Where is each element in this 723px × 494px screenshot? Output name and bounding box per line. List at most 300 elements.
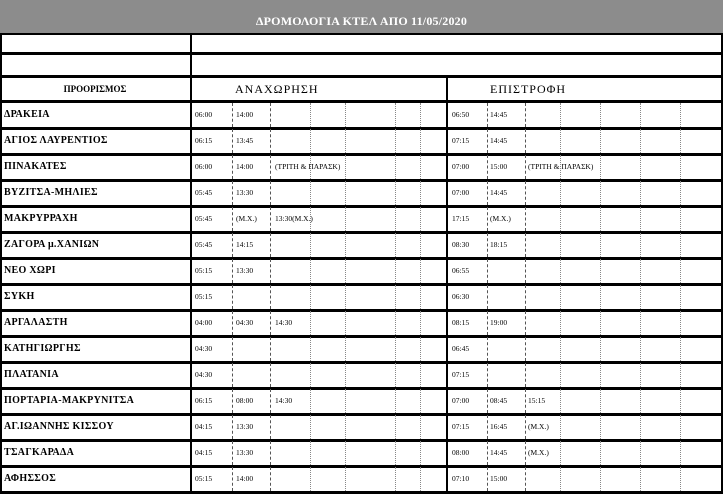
cell-divider [270,155,271,179]
cell-divider [487,311,488,335]
cell-divider [232,181,233,205]
return-time: 08:45 [490,396,508,405]
cell-divider [600,207,601,231]
table-row [0,389,723,416]
destination-name: ΔΡΑΚΕΙΑ [4,109,50,120]
cell-divider [420,441,421,465]
cell-divider [560,129,561,153]
cell-divider [270,103,271,127]
destination-name: ΑΡΓΑΛΑΣΤΗ [4,317,68,328]
table-row [0,233,723,260]
departure-time: 14:00 [236,474,254,483]
cell-divider [560,181,561,205]
destination-header: ΠΡΟΟΡΙΣΜΟΣ [63,84,127,94]
departure-time: 05:15 [195,474,213,483]
cell-divider [560,337,561,361]
cell-divider [232,363,233,387]
return-time: 07:15 [452,370,470,379]
cell-divider [525,181,526,205]
return-time: 06:45 [452,344,470,353]
departure-time: 14:30 [275,396,293,405]
cell-divider [487,103,488,127]
cell-divider [420,467,421,491]
cell-divider [560,103,561,127]
cell-divider [395,233,396,257]
return-time: 07:00 [452,396,470,405]
cell-divider [640,155,641,179]
cell-divider [310,103,311,127]
cell-divider [420,389,421,413]
cell-divider [560,285,561,309]
cell-divider [310,285,311,309]
return-time: (Μ.Χ.) [528,448,549,457]
cell-divider [640,285,641,309]
return-time: (Μ.Χ.) [528,422,549,431]
cell-divider [232,337,233,361]
cell-divider [640,467,641,491]
return-time: 14:45 [490,110,508,119]
cell-divider [446,337,448,361]
departure-time: 14:00 [236,162,254,171]
cell-divider [270,181,271,205]
cell-divider [420,129,421,153]
cell-divider [420,415,421,439]
departure-time: 13:30 [236,188,254,197]
departure-time: (Μ.Χ.) [236,214,257,223]
departure-time: 06:15 [195,136,213,145]
cell-divider [525,233,526,257]
return-time: 08:30 [452,240,470,249]
cell-divider [680,259,681,283]
cell-divider [345,363,346,387]
cell-divider [525,259,526,283]
cell-divider [395,207,396,231]
destination-name: ΚΑΤΗΓΙΩΡΓΗΣ [4,343,81,354]
cell-divider [560,389,561,413]
cell-divider [560,441,561,465]
cell-divider [680,285,681,309]
cell-divider [487,415,488,439]
cell-divider [525,207,526,231]
cell-divider [232,285,233,309]
cell-divider [640,259,641,283]
return-time: 06:55 [452,266,470,275]
cell-divider [525,337,526,361]
cell-divider [640,181,641,205]
cell-divider [270,389,271,413]
departure-time: 13:30 [236,448,254,457]
cell-divider [310,129,311,153]
cell-divider [395,155,396,179]
table-row [0,129,723,156]
cell-divider [446,363,448,387]
cell-divider [600,103,601,127]
return-time: 15:00 [490,162,508,171]
cell-divider [232,259,233,283]
return-time: 18:15 [490,240,508,249]
cell-divider [446,259,448,283]
cell-divider [395,259,396,283]
cell-divider [270,467,271,491]
cell-divider [190,207,192,231]
return-time: 07:10 [452,474,470,483]
return-time: 17:15 [452,214,470,223]
cell-divider [640,311,641,335]
destination-name: ΤΣΑΓΚΑΡΑΔΑ [4,447,75,458]
cell-divider [600,467,601,491]
destination-name: ΒΥΖΙΤΣΑ-ΜΗΛΙΕΣ [4,187,98,198]
cell-divider [487,207,488,231]
cell-divider [640,103,641,127]
cell-divider [270,207,271,231]
cell-divider [680,311,681,335]
return-header: ΕΠΙΣΤΡΟΦΗ [490,82,567,96]
cell-divider [560,363,561,387]
return-time: 19:00 [490,318,508,327]
return-time: 06:50 [452,110,470,119]
cell-divider [680,129,681,153]
cell-divider [395,389,396,413]
cell-divider [395,415,396,439]
cell-divider [190,155,192,179]
return-time: (Μ.Χ.) [490,214,511,223]
cell-divider [600,441,601,465]
cell-divider [560,207,561,231]
cell-divider [395,311,396,335]
return-time: 08:00 [452,448,470,457]
cell-divider [232,129,233,153]
page-title: ΔΡΟΜΟΛΟΓΙΑ ΚΤΕΛ ΑΠΟ 11/05/2020 [255,14,468,28]
departure-time: 04:00 [195,318,213,327]
return-time: (ΤΡΙΤΗ & ΠΑΡΑΣΚ) [528,162,594,171]
cell-divider [270,441,271,465]
cell-divider [190,389,192,413]
return-time: 14:45 [490,136,508,145]
cell-divider [420,259,421,283]
cell-divider [680,155,681,179]
cell-divider [420,155,421,179]
cell-divider [446,207,448,231]
departure-time: (ΤΡΙΤΗ & ΠΑΡΑΣΚ) [275,162,341,171]
cell-divider [680,363,681,387]
cell-divider [560,467,561,491]
cell-divider [310,389,311,413]
return-time: 07:00 [452,162,470,171]
cell-divider [446,441,448,465]
table-row [0,207,723,234]
cell-divider [487,389,488,413]
cell-divider [420,337,421,361]
header-row [0,78,723,103]
table-row [0,155,723,182]
destination-name: ΣΥΚΗ [4,291,35,302]
cell-divider [345,181,346,205]
table-row [0,415,723,442]
cell-divider [525,389,526,413]
cell-divider [420,181,421,205]
cell-divider [487,181,488,205]
cell-divider [395,181,396,205]
departure-time: 05:45 [195,214,213,223]
return-time: 16:45 [490,422,508,431]
departure-time: 14:15 [236,240,254,249]
cell-divider [446,467,448,491]
empty-band-second [0,55,723,78]
cell-divider [600,181,601,205]
departure-time: 05:15 [195,292,213,301]
cell-divider [525,467,526,491]
return-time: 06:30 [452,292,470,301]
cell-divider [232,415,233,439]
cell-divider [680,103,681,127]
cell-divider [487,467,488,491]
departure-time: 04:30 [195,370,213,379]
cell-divider [270,337,271,361]
cell-divider [420,363,421,387]
cell-divider [640,337,641,361]
cell-divider [680,415,681,439]
cell-divider [345,467,346,491]
cell-divider [270,259,271,283]
cell-divider [395,363,396,387]
departure-time: 04:15 [195,422,213,431]
cell-divider [190,441,192,465]
cell-divider [525,155,526,179]
cell-divider [270,233,271,257]
cell-divider [560,233,561,257]
cell-divider [310,467,311,491]
return-time: 07:00 [452,188,470,197]
cell-divider [525,363,526,387]
destination-name: ΠΙΝΑΚΑΤΕΣ [4,161,67,172]
table-row [0,181,723,208]
cell-divider [232,467,233,491]
cell-divider [310,441,311,465]
cell-divider [560,259,561,283]
cell-divider [487,337,488,361]
cell-divider [270,285,271,309]
cell-divider [680,207,681,231]
cell-divider [680,337,681,361]
cell-divider [640,415,641,439]
cell-divider [560,415,561,439]
return-time: 07:15 [452,136,470,145]
cell-divider [310,415,311,439]
cell-divider [345,415,346,439]
cell-divider [680,389,681,413]
cell-divider [525,415,526,439]
cell-divider [345,129,346,153]
departure-time: 04:15 [195,448,213,457]
cell-divider [345,259,346,283]
cell-divider [640,441,641,465]
cell-divider [232,103,233,127]
cell-divider [640,207,641,231]
cell-divider [190,129,192,153]
cell-divider [680,181,681,205]
cell-divider [600,285,601,309]
cell-divider [190,285,192,309]
cell-divider [232,311,233,335]
cell-divider [446,415,448,439]
cell-divider [446,389,448,413]
cell-divider [446,103,448,127]
cell-divider [600,415,601,439]
departure-time: 05:45 [195,188,213,197]
cell-divider [345,233,346,257]
departure-time: 04:30 [236,318,254,327]
destination-name: ΜΑΚΡΥΡΡΑΧΗ [4,213,78,224]
table-row [0,363,723,390]
table-row [0,311,723,338]
cell-divider [190,233,192,257]
cell-divider [600,389,601,413]
return-time: 14:45 [490,188,508,197]
cell-divider [345,337,346,361]
cell-divider [310,363,311,387]
cell-divider [395,467,396,491]
cell-divider [446,155,448,179]
table-row [0,103,723,130]
cell-divider [640,233,641,257]
table-row [0,259,723,286]
return-time: 15:00 [490,474,508,483]
cell-divider [345,207,346,231]
destination-name: ΑΓΙΟΣ ΛΑΥΡΕΝΤΙΟΣ [4,135,108,146]
cell-divider [270,363,271,387]
cell-divider [680,441,681,465]
cell-divider [487,259,488,283]
cell-divider [446,233,448,257]
cell-divider [345,155,346,179]
cell-divider [270,129,271,153]
cell-divider [420,285,421,309]
cell-divider [446,285,448,309]
cell-divider [560,311,561,335]
cell-divider [270,415,271,439]
cell-divider [190,363,192,387]
departure-time: 14:00 [236,110,254,119]
departure-time: 14:30 [275,318,293,327]
destination-name: ΠΛΑΤΑΝΙΑ [4,369,59,380]
table-row [0,467,723,494]
divider [190,55,192,75]
cell-divider [345,285,346,309]
cell-divider [487,129,488,153]
cell-divider [190,103,192,127]
table-row [0,285,723,312]
cell-divider [420,311,421,335]
cell-divider [420,233,421,257]
departure-time: 04:30 [195,344,213,353]
table-row [0,337,723,364]
destination-name: ΑΓ.ΙΩΑΝΝΗΣ ΚΙΣΣΟΥ [4,421,114,432]
cell-divider [395,441,396,465]
cell-divider [487,233,488,257]
divider [190,34,192,52]
table-row [0,441,723,468]
return-time: 14:45 [490,448,508,457]
cell-divider [420,103,421,127]
cell-divider [487,441,488,465]
title-bar [0,0,723,35]
departure-header: ΑΝΑΧΩΡΗΣΗ [235,82,319,96]
cell-divider [190,259,192,283]
departure-time: 06:00 [195,110,213,119]
cell-divider [190,467,192,491]
cell-divider [600,363,601,387]
destination-name: ΠΟΡΤΑΡΙΑ-ΜΑΚΡΥΝΙΤΣΑ [4,395,135,406]
cell-divider [395,129,396,153]
departure-time: 08:00 [236,396,254,405]
cell-divider [232,389,233,413]
cell-divider [600,129,601,153]
departure-time: 06:15 [195,396,213,405]
cell-divider [190,181,192,205]
cell-divider [525,285,526,309]
cell-divider [446,129,448,153]
cell-divider [345,389,346,413]
cell-divider [310,311,311,335]
cell-divider [420,207,421,231]
departure-time: 13:30 [236,422,254,431]
cell-divider [232,233,233,257]
departure-time: 13:45 [236,136,254,145]
cell-divider [680,467,681,491]
cell-divider [310,259,311,283]
cell-divider [487,155,488,179]
cell-divider [345,103,346,127]
cell-divider [310,181,311,205]
cell-divider [190,337,192,361]
divider [446,78,448,100]
destination-name: ΑΦΗΣΣΟΣ [4,473,57,484]
cell-divider [395,285,396,309]
cell-divider [600,311,601,335]
cell-divider [232,441,233,465]
cell-divider [640,389,641,413]
cell-divider [600,337,601,361]
cell-divider [345,311,346,335]
destination-name: ΝΕΟ ΧΩΡΙ [4,265,56,276]
return-time: 07:15 [452,422,470,431]
cell-divider [487,363,488,387]
cell-divider [232,207,233,231]
cell-divider [525,441,526,465]
cell-divider [310,233,311,257]
cell-divider [270,311,271,335]
empty-band-top [0,34,723,55]
cell-divider [640,129,641,153]
cell-divider [310,337,311,361]
return-time: 08:15 [452,318,470,327]
cell-divider [680,233,681,257]
cell-divider [600,259,601,283]
cell-divider [446,181,448,205]
departure-time: 13:30(Μ.Χ.) [275,214,313,223]
return-time: 15:15 [528,396,546,405]
cell-divider [487,285,488,309]
cell-divider [190,311,192,335]
cell-divider [345,441,346,465]
departure-time: 05:15 [195,266,213,275]
departure-time: 05:45 [195,240,213,249]
cell-divider [525,129,526,153]
destination-name: ΖΑΓΟΡΑ μ.ΧΑΝΙΩΝ [4,239,100,250]
cell-divider [640,363,641,387]
divider [190,78,192,100]
cell-divider [190,415,192,439]
